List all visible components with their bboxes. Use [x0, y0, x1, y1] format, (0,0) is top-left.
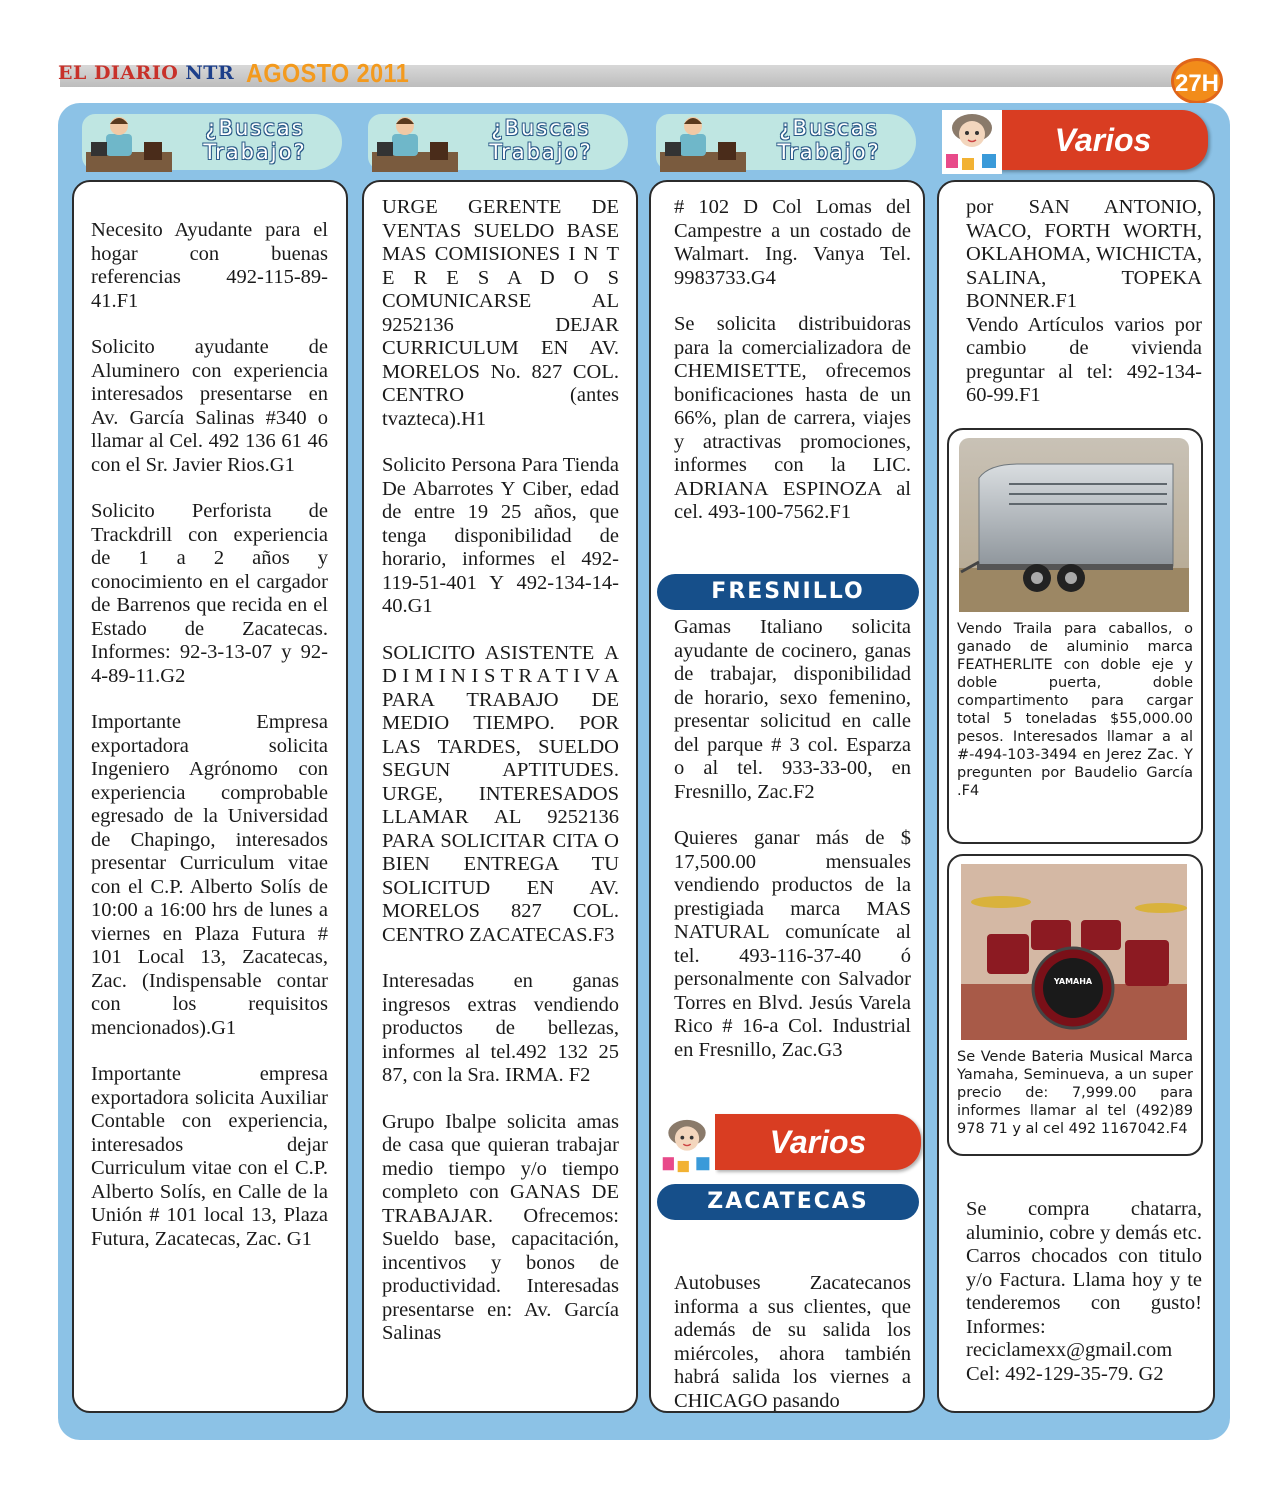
ad-item: Se compra chatarra, aluminio, cobre y demás etc. Carros chocados con titulo y/o Factura. Llama hoy y te tenderemos con gusto! Informes: reciclamexx@gmail.com Cel: 492-129-35-79. G2	[966, 1198, 1202, 1385]
job-seeker-icon	[660, 112, 746, 172]
brand-logo	[58, 62, 234, 84]
ad-item: Importante empresa exportadora solicita Auxiliar Contable con experiencia, interesados dejar Curriculum vitae con el C.P. Alberto Solís, en Calle de la Unión # 101 local 13, Plaza Futura, Zacatecas, Zac. G1	[91, 1063, 328, 1250]
section-zacatecas: ZACATECAS	[657, 1184, 919, 1220]
column-3-ads-top	[674, 196, 911, 548]
ad-item: URGE GERENTE DE VENTAS SUELDO BASE MAS COMISIONES I N T E R E S A D O S COMUNICARSE AL 9252136 DEJAR CURRICULUM EN AV. MORELOS No. 827 COL. CENTRO (antes tvazteca).H1	[382, 196, 619, 430]
trailer-ad-box	[947, 428, 1203, 844]
column-1	[72, 180, 348, 1413]
brand-ntr: NTR	[185, 62, 235, 84]
header-line1: ¿Buscas	[491, 116, 591, 140]
job-seeker-icon	[372, 112, 458, 172]
column-2	[362, 180, 638, 1413]
column-3-ads-zacatecas	[674, 1272, 911, 1413]
header-line1: ¿Buscas	[205, 116, 305, 140]
header-line2: Trabajo?	[203, 140, 307, 164]
header-line1: ¿Buscas	[779, 116, 879, 140]
ad-item: Solicito Persona Para Tienda De Abarrotes Y Ciber, edad de entre 19 25 años, que tenga disponibilidad de horario, informes el 492-119-51-401 Y 492-134-14-40.G1	[382, 454, 619, 617]
buscas-trabajo-header-1	[74, 110, 346, 172]
varios-header-top	[942, 110, 1208, 174]
ad-item: Importante Empresa exportadora solicita Ingeniero Agrónomo con experiencia comprobable egresado de la Universidad de Chapingo, interesados presentar Curriculum vitae con el C.P. Alberto Solís de 10:00 a 16:00 hrs de lunes a viernes en Plaza Futura # 101 Local 13, Zacatecas, Zac. (Indispensable contar con los requisitos mencionados).G1	[91, 711, 328, 1039]
header-line2: Trabajo?	[489, 140, 593, 164]
ad-item: Se solicita distribuidoras para la comercializadora de CHEMISETTE, ofrecemos bonificaciones hasta de un 66%, plan de carrera, viajes y atractivas promociones, informes con la LIC. ADRIANA ESPINOZA al cel. 493-100-7562.F1	[674, 313, 911, 523]
drum-brand-logo: YAMAHA	[1053, 977, 1093, 986]
column-4-ads-top	[966, 196, 1202, 431]
ad-item: Vendo Artículos varios por cambio de vivienda preguntar al tel: 492-134-60-99.F1	[966, 313, 1202, 406]
drum-set-photo	[961, 864, 1187, 1040]
column-4-ads-bottom	[966, 1198, 1202, 1409]
column-4	[937, 180, 1215, 1413]
ad-item: SOLICITO ASISTENTE A D I M I N I S T R A T I V A PARA TRABAJO DE MEDIO TIEMPO. POR LAS TARDES, SUELDO SEGUN APTITUDES. URGE, INTERESADOS LLAMAR AL 9252136 PARA SOLICITAR CITA O BIEN ENTREGA TU SOLICITUD EN AV. MORELOS 827 COL. CENTRO ZACATECAS.F3	[382, 641, 619, 946]
job-seeker-icon	[86, 112, 172, 172]
trailer-photo	[959, 438, 1189, 612]
issue-date: AGOSTO 2011	[246, 58, 410, 88]
drums-ad-box	[947, 854, 1203, 1156]
brand-name: EL DIARIO	[58, 62, 179, 84]
ad-item: Interesadas en ganas ingresos extras vendiendo productos de bellezas, informes al tel.492 132 25 87, con la Sra. IRMA. F2	[382, 970, 619, 1086]
column-3-ads-fresnillo	[674, 616, 911, 1085]
ad-item: Quieres ganar más de $ 17,500.00 mensuales vendiendo productos de la prestigiada marca MAS NATURAL comunícate al tel. 493-116-37-40 ó personalmente con Salvador Torres en Blvd. Jesús Varela Rico # 16-a Col. Industrial en Fresnillo, Zac.G3	[674, 827, 911, 1061]
ad-item: Necesito Ayudante para el hogar con buenas referencias 492-115-89-41.F1	[91, 219, 328, 312]
varios-label: Varios	[998, 110, 1208, 170]
ad-item: por SAN ANTONIO, WACO, FORTH WORTH, OKLAHOMA, WICHICTA, SALINA, TOPEKA BONNER.F1	[966, 196, 1202, 312]
ad-item: Solicito Perforista de Trackdrill con experiencia de 1 a 2 años y conocimiento en el cargador de Barrenos que recida en el Estado de Zacatecas. Informes: 92-3-13-07 y 92-4-89-11.G2	[91, 500, 328, 687]
buscas-trabajo-header-2	[360, 110, 632, 172]
column-2-ads	[382, 196, 619, 1369]
column-3	[649, 180, 925, 1413]
header-line2: Trabajo?	[777, 140, 881, 164]
section-fresnillo: FRESNILLO	[657, 574, 919, 610]
ad-item: Grupo Ibalpe solicita amas de casa que quieran trabajar medio tiempo y/o tiempo completo con GANAS DE TRABAJAR. Ofrecemos: Sueldo base, capacitación, incentivos y bonos de productividad. Interesadas presentarse en: Av. García Salinas	[382, 1110, 619, 1344]
page-number: 27H	[1171, 58, 1223, 104]
ad-item: Gamas Italiano solicita ayudante de cocinero, ganas de trabajar, disponibilidad de horario, sexo femenino, presentar solicitud en calle del parque # 3 col. Esparza o al tel. 933-33-00, en Fresnillo, Zac.F2	[674, 616, 911, 803]
trailer-ad-text: Vendo Traila para caballos, o ganado de aluminio marca FEATHERLITE con doble eje y doble puerta, doble compartimento para cargar total 5 toneladas $55,000.00 pesos. Interesados llamar a al #-494-103-3494 en Jerez Zac. Y pregunten por Baudelio García .F4	[957, 621, 1193, 799]
column-1-ads	[91, 219, 328, 1274]
ad-item: Autobuses Zacatecanos informa a sus clientes, que además de su salida los miércoles, ahora también habrá salida los viernes a CHICAGO pasando	[674, 1272, 911, 1412]
shopper-icon	[942, 110, 1002, 174]
ad-item: # 102 D Col Lomas del Campestre a un costado de Walmart. Ing. Vanya Tel. 9983733.G4	[674, 196, 911, 289]
ad-item: Solicito ayudante de Aluminero con experiencia interesados presentarse en Av. García Salinas #340 o llamar al Cel. 492 136 61 46 con el Sr. Javier Rios.G1	[91, 336, 328, 476]
varios-label: Varios	[715, 1114, 921, 1170]
varios-header-col3	[659, 1114, 921, 1178]
shopper-icon	[659, 1114, 715, 1178]
drums-ad-text: Se Vende Bateria Musical Marca Yamaha, Seminueva, a un super precio de: 7,999.00 para informes llamar al tel (492)89 978 71 y al cel 492 1167042.F4	[957, 1049, 1193, 1137]
buscas-trabajo-header-3	[648, 110, 920, 172]
